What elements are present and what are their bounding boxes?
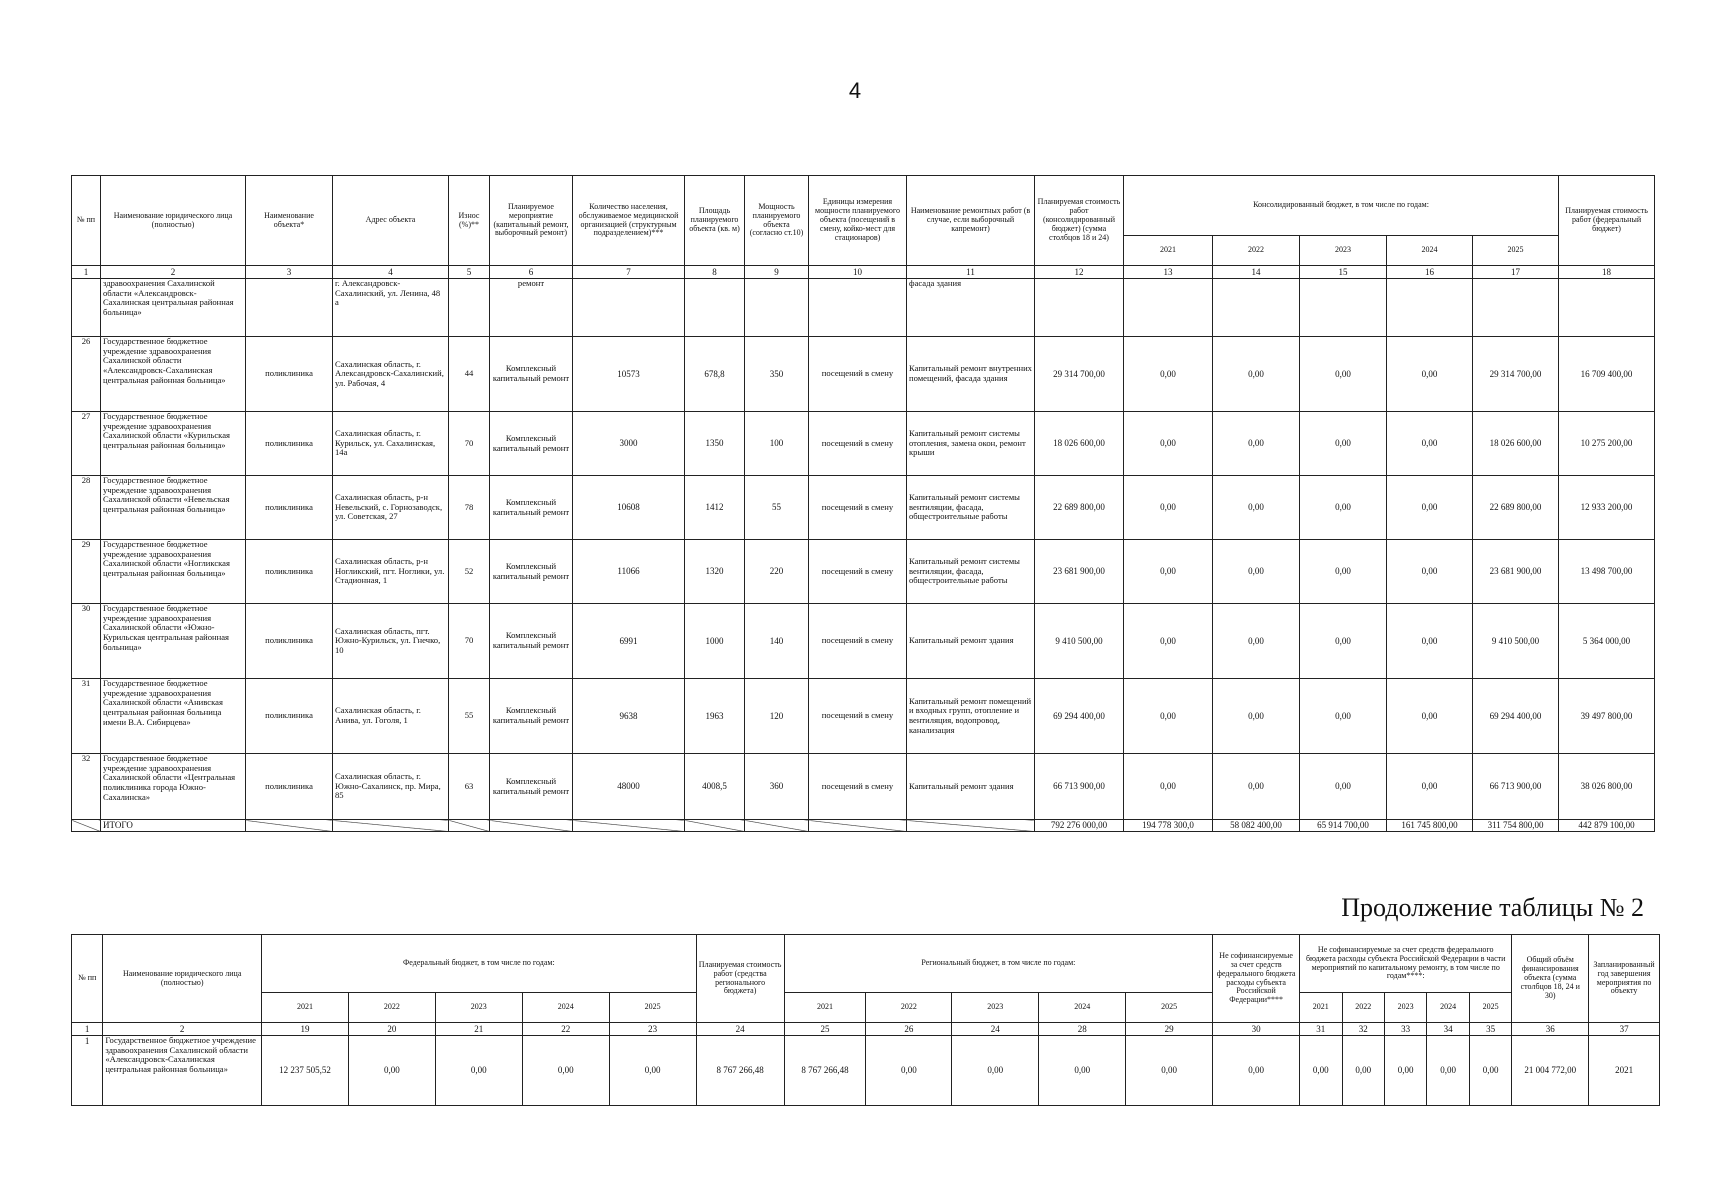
cell-fed-2025: 0,00 [609, 1036, 696, 1106]
cell-measure: Комплексный капитальный ремонт [490, 476, 573, 540]
cell-area: 4008,5 [685, 754, 745, 820]
year-header: 2023 [435, 993, 522, 1023]
total-2021: 194 778 300,0 [1124, 820, 1213, 832]
cell-object: поликлиника [246, 337, 333, 412]
cell-org: Государственное бюджетное учреждение здравоохранения Сахалинской области «Анивская центральная районная больница имени В.А. Сибирцева» [101, 679, 246, 754]
total-federal: 442 879 100,00 [1559, 820, 1655, 832]
col-number: 11 [907, 266, 1035, 279]
col-number: 25 [784, 1023, 866, 1036]
cell-total [1035, 279, 1124, 337]
cell-address: Сахалинская область, пгт. Южно-Курильск, ул. Гнечко, 10 [333, 604, 449, 679]
cell-slash [246, 820, 333, 832]
cell-population: 6991 [573, 604, 685, 679]
cell-population [573, 279, 685, 337]
col-header-wear: Износ (%)** [449, 176, 490, 266]
cell-2022: 0,00 [1213, 754, 1300, 820]
cell-area: 1350 [685, 412, 745, 476]
col-header-federal-years: Федеральный бюджет, в том числе по годам: [262, 935, 697, 993]
col-number: 34 [1427, 1023, 1469, 1036]
cell-2023: 0,00 [1300, 679, 1387, 754]
cell-num: 27 [72, 412, 101, 476]
col-number: 33 [1384, 1023, 1426, 1036]
table-row [72, 337, 1655, 412]
cell-measure: Комплексный капитальный ремонт [490, 754, 573, 820]
cell-reg-2021: 8 767 266,48 [784, 1036, 866, 1106]
cell-reg-2024: 0,00 [1039, 1036, 1126, 1106]
cell-total: 9 410 500,00 [1035, 604, 1124, 679]
cell-org: Государственное бюджетное учреждение здравоохранения Сахалинской области «Ногликская центральная районная больница» [101, 540, 246, 604]
cell-reg-2023: 0,00 [952, 1036, 1039, 1106]
cell-nonco: 0,00 [1213, 1036, 1300, 1106]
cell-object [246, 279, 333, 337]
year-header: 2024 [1427, 993, 1469, 1023]
column-number-row [72, 1023, 1660, 1036]
cell-address: Сахалинская область, р-н Ногликский, пгт. Ноглики, ул. Стадионная, 1 [333, 540, 449, 604]
cell-2025: 9 410 500,00 [1473, 604, 1559, 679]
col-number: 20 [348, 1023, 435, 1036]
cell-works: Капитальный ремонт системы вентиляции, фасада, общестроительные работы [907, 476, 1035, 540]
total-2025: 311 754 800,00 [1473, 820, 1559, 832]
cell-total: 23 681 900,00 [1035, 540, 1124, 604]
col-number: 2 [103, 1023, 262, 1036]
cell-2025: 29 314 700,00 [1473, 337, 1559, 412]
cell-object: поликлиника [246, 540, 333, 604]
cell-2025: 22 689 800,00 [1473, 476, 1559, 540]
cell-2024: 0,00 [1387, 679, 1473, 754]
col-number: 31 [1300, 1023, 1342, 1036]
cell-2023: 0,00 [1300, 604, 1387, 679]
continuation-title: Продолжение таблицы № 2 [1341, 893, 1644, 922]
cell-unit: посещений в смену [809, 337, 907, 412]
year-header: 2024 [1387, 236, 1473, 266]
col-number: 10 [809, 266, 907, 279]
year-header: 2025 [1469, 993, 1512, 1023]
col-number: 1 [72, 1023, 103, 1036]
col-number: 17 [1473, 266, 1559, 279]
cell-area: 1000 [685, 604, 745, 679]
cell-power: 100 [745, 412, 809, 476]
cell-2024: 0,00 [1387, 337, 1473, 412]
year-header: 2025 [1473, 236, 1559, 266]
cell-org: Государственное бюджетное учреждение здравоохранения Сахалинской области «Центральная поликлиника города Южно-Сахалинска» [101, 754, 246, 820]
cell-2024: 0,00 [1387, 476, 1473, 540]
col-number: 3 [246, 266, 333, 279]
cell-works: фасада здания [907, 279, 1035, 337]
cell-power: 220 [745, 540, 809, 604]
cell-org: Государственное бюджетное учреждение здравоохранения Сахалинской области «Невельская центральная районная больница» [101, 476, 246, 540]
cell-num: 30 [72, 604, 101, 679]
continuation-table [71, 934, 1660, 1106]
cell-wear: 44 [449, 337, 490, 412]
cell-works: Капитальный ремонт системы отопления, замена окон, ремонт крыши [907, 412, 1035, 476]
table-row-continued [72, 279, 1655, 337]
cell-unit: посещений в смену [809, 604, 907, 679]
cell-2021: 0,00 [1124, 476, 1213, 540]
col-number: 16 [1387, 266, 1473, 279]
total-sum: 792 276 000,00 [1035, 820, 1124, 832]
cell-fed-2023: 0,00 [435, 1036, 522, 1106]
cell-total: 18 026 600,00 [1035, 412, 1124, 476]
col-header-federal: Планируемая стоимость работ (федеральный бюджет) [1559, 176, 1655, 266]
cell-address: Сахалинская область, г. Курильск, ул. Сахалинская, 14а [333, 412, 449, 476]
cell-measure: Комплексный капитальный ремонт [490, 604, 573, 679]
cell-2023: 0,00 [1300, 540, 1387, 604]
cell-power: 120 [745, 679, 809, 754]
cell-unit: посещений в смену [809, 476, 907, 540]
cell-2024: 0,00 [1387, 540, 1473, 604]
col-header-power: Мощность планируемого объекта (согласно ст.10) [745, 176, 809, 266]
cell-measure: Комплексный капитальный ремонт [490, 679, 573, 754]
total-2022: 58 082 400,00 [1213, 820, 1300, 832]
cell-works: Капитальный ремонт системы вентиляции, фасада, общестроительные работы [907, 540, 1035, 604]
table-row [72, 412, 1655, 476]
cell-federal: 12 933 200,00 [1559, 476, 1655, 540]
cell-population: 10573 [573, 337, 685, 412]
col-number: 15 [1300, 266, 1387, 279]
col-number: 5 [449, 266, 490, 279]
cell-num: 31 [72, 679, 101, 754]
cell-federal: 16 709 400,00 [1559, 337, 1655, 412]
cell-nonco-2021: 0,00 [1300, 1036, 1342, 1106]
header-row [72, 935, 1660, 993]
cell-2022: 0,00 [1213, 540, 1300, 604]
cell-unit: посещений в смену [809, 754, 907, 820]
cell-2023: 0,00 [1300, 754, 1387, 820]
cell-2021: 0,00 [1124, 604, 1213, 679]
cell-wear: 52 [449, 540, 490, 604]
cell-2025 [1473, 279, 1559, 337]
col-header-total: Планируемая стоимость работ (консолидированный бюджет) (сумма столбцов 18 и 24) [1035, 176, 1124, 266]
col-header-population: Количество населения, обслуживаемое медицинской организацией (структурным подразделением)*** [573, 176, 685, 266]
col-header-num: № пп [72, 176, 101, 266]
cell-federal: 10 275 200,00 [1559, 412, 1655, 476]
main-table [71, 175, 1655, 832]
col-number: 22 [522, 1023, 609, 1036]
cell-area [685, 279, 745, 337]
cell-object: поликлиника [246, 412, 333, 476]
cell-2023: 0,00 [1300, 476, 1387, 540]
col-number: 1 [72, 266, 101, 279]
cell-slash [449, 820, 490, 832]
year-header: 2023 [952, 993, 1039, 1023]
cell-address: Сахалинская область, г. Александровск-Сахалинский, ул. Рабочая, 4 [333, 337, 449, 412]
cell-address: Сахалинская область, г. Анива, ул. Гоголя, 1 [333, 679, 449, 754]
year-header: 2021 [1124, 236, 1213, 266]
col-header-area: Площадь планируемого объекта (кв. м) [685, 176, 745, 266]
cell-power: 350 [745, 337, 809, 412]
cell-population: 48000 [573, 754, 685, 820]
col-number: 21 [435, 1023, 522, 1036]
col-header-consolidated: Консолидированный бюджет, в том числе по годам: [1124, 176, 1559, 236]
header-years-row [72, 993, 1660, 1023]
cell-slash [72, 820, 101, 832]
table-row [72, 540, 1655, 604]
cell-federal [1559, 279, 1655, 337]
cell-unit: посещений в смену [809, 679, 907, 754]
col-header-object: Наименование объекта* [246, 176, 333, 266]
cell-population: 9638 [573, 679, 685, 754]
cell-regional-total: 8 767 266,48 [696, 1036, 784, 1106]
cell-area: 1412 [685, 476, 745, 540]
year-header: 2021 [1300, 993, 1342, 1023]
cell-measure: ремонт [490, 279, 573, 337]
cell-fed-2022: 0,00 [348, 1036, 435, 1106]
cell-org: Государственное бюджетное учреждение здравоохранения Сахалинской области «Александровск-Сахалинская центральная районная больница» [103, 1036, 262, 1106]
cell-slash [333, 820, 449, 832]
cell-address: Сахалинская область, г. Южно-Сахалинск, пр. Мира, 85 [333, 754, 449, 820]
cell-power [745, 279, 809, 337]
table-row [72, 679, 1655, 754]
cell-2022: 0,00 [1213, 412, 1300, 476]
cell-object: поликлиника [246, 754, 333, 820]
year-header: 2025 [609, 993, 696, 1023]
col-number: 18 [1559, 266, 1655, 279]
table-row [72, 476, 1655, 540]
cell-federal: 38 026 800,00 [1559, 754, 1655, 820]
cell-slash [907, 820, 1035, 832]
cell-2024: 0,00 [1387, 412, 1473, 476]
total-label: ИТОГО [101, 820, 246, 832]
cell-num [72, 279, 101, 337]
cell-2024: 0,00 [1387, 604, 1473, 679]
year-header: 2023 [1300, 236, 1387, 266]
col-number: 4 [333, 266, 449, 279]
year-header: 2021 [262, 993, 349, 1023]
col-number: 6 [490, 266, 573, 279]
cell-population: 10608 [573, 476, 685, 540]
cell-fed-2021: 12 237 505,52 [262, 1036, 349, 1106]
cell-unit: посещений в смену [809, 412, 907, 476]
cell-power: 360 [745, 754, 809, 820]
cell-2022 [1213, 279, 1300, 337]
cell-org: Государственное бюджетное учреждение здравоохранения Сахалинской области «Курильская центральная районная больница» [101, 412, 246, 476]
cell-unit [809, 279, 907, 337]
cell-year-end: 2021 [1589, 1036, 1660, 1106]
cell-2021 [1124, 279, 1213, 337]
cell-slash [573, 820, 685, 832]
cell-2021: 0,00 [1124, 337, 1213, 412]
col-header-org: Наименование юридического лица (полностью) [103, 935, 262, 1023]
col-header-unit: Единицы измерения мощности планируемого объекта (посещений в смену, койко-мест для стационаров) [809, 176, 907, 266]
cell-num: 1 [72, 1036, 103, 1106]
cell-2023: 0,00 [1300, 412, 1387, 476]
cell-wear: 63 [449, 754, 490, 820]
cell-works: Капитальный ремонт внутренних помещений, фасада здания [907, 337, 1035, 412]
table-row [72, 604, 1655, 679]
col-number: 32 [1342, 1023, 1384, 1036]
cell-nonco-2022: 0,00 [1342, 1036, 1384, 1106]
cell-wear: 78 [449, 476, 490, 540]
year-header: 2024 [1039, 993, 1126, 1023]
cell-federal: 13 498 700,00 [1559, 540, 1655, 604]
cell-2023 [1300, 279, 1387, 337]
cell-total: 22 689 800,00 [1035, 476, 1124, 540]
cell-measure: Комплексный капитальный ремонт [490, 540, 573, 604]
col-number: 35 [1469, 1023, 1512, 1036]
cell-num: 32 [72, 754, 101, 820]
cell-federal: 5 364 000,00 [1559, 604, 1655, 679]
cell-works: Капитальный ремонт помещений и входных групп, отопление и вентиляция, водопровод, канализация [907, 679, 1035, 754]
col-number: 19 [262, 1023, 349, 1036]
cell-object: поликлиника [246, 604, 333, 679]
column-number-row [72, 266, 1655, 279]
page-number: 4 [848, 78, 862, 103]
cell-unit: посещений в смену [809, 540, 907, 604]
cell-reg-2025: 0,00 [1126, 1036, 1213, 1106]
total-row [72, 820, 1655, 832]
cell-nonco-2023: 0,00 [1384, 1036, 1426, 1106]
col-number: 24 [952, 1023, 1039, 1036]
col-header-works: Наименование ремонтных работ (в случае, если выборочный капремонт) [907, 176, 1035, 266]
year-header: 2022 [348, 993, 435, 1023]
cell-2021: 0,00 [1124, 679, 1213, 754]
cell-wear: 70 [449, 412, 490, 476]
col-header-measure: Планируемое мероприятие (капитальный ремонт, выборочный ремонт) [490, 176, 573, 266]
cell-2021: 0,00 [1124, 412, 1213, 476]
col-header-regional-years: Региональный бюджет, в том числе по годам: [784, 935, 1213, 993]
col-header-address: Адрес объекта [333, 176, 449, 266]
cell-2024 [1387, 279, 1473, 337]
year-header: 2022 [1213, 236, 1300, 266]
col-number: 13 [1124, 266, 1213, 279]
col-number: 29 [1126, 1023, 1213, 1036]
col-number: 7 [573, 266, 685, 279]
cell-2024: 0,00 [1387, 754, 1473, 820]
cell-2021: 0,00 [1124, 754, 1213, 820]
cell-nonco-2024: 0,00 [1427, 1036, 1469, 1106]
cell-area: 1963 [685, 679, 745, 754]
header-row [72, 176, 1655, 236]
cell-slash [685, 820, 745, 832]
col-header-num: № пп [72, 935, 103, 1023]
cell-slash [745, 820, 809, 832]
year-header: 2021 [784, 993, 866, 1023]
cell-power: 55 [745, 476, 809, 540]
table-row [72, 1036, 1660, 1106]
cell-object: поликлиника [246, 476, 333, 540]
cell-total: 29 314 700,00 [1035, 337, 1124, 412]
col-number: 8 [685, 266, 745, 279]
col-number: 36 [1512, 1023, 1589, 1036]
cell-2022: 0,00 [1213, 476, 1300, 540]
cell-measure: Комплексный капитальный ремонт [490, 337, 573, 412]
col-header-nonco: Не софинансируемые за счет средств федерального бюджета расходы субъекта Российской Федерации**** [1213, 935, 1300, 1023]
cell-nonco-2025: 0,00 [1469, 1036, 1512, 1106]
col-header-nonco-years: Не софинансируемые за счет средств федерального бюджета расходы субъекта Российской Федерации в части мероприятий по капитальному ремонту, в том числе по годам****: [1300, 935, 1512, 993]
cell-slash [809, 820, 907, 832]
col-number: 24 [696, 1023, 784, 1036]
cell-fed-2024: 0,00 [522, 1036, 609, 1106]
col-number: 14 [1213, 266, 1300, 279]
cell-address: г. Александровск-Сахалинский, ул. Ленина, 48 а [333, 279, 449, 337]
cell-slash [490, 820, 573, 832]
cell-population: 11066 [573, 540, 685, 604]
year-header: 2022 [866, 993, 952, 1023]
col-header-total-financing: Общий объём финансирования объекта (сумма столбцов 18, 24 и 30) [1512, 935, 1589, 1023]
col-number: 37 [1589, 1023, 1660, 1036]
cell-total-financing: 21 004 772,00 [1512, 1036, 1589, 1106]
col-header-org: Наименование юридического лица (полностью) [101, 176, 246, 266]
cell-power: 140 [745, 604, 809, 679]
cell-population: 3000 [573, 412, 685, 476]
cell-federal: 39 497 800,00 [1559, 679, 1655, 754]
cell-org: Государственное бюджетное учреждение здравоохранения Сахалинской области «Александровск-Сахалинская центральная районная больница» [101, 337, 246, 412]
cell-org: здравоохранения Сахалинской области «Александровск-Сахалинская центральная районная больница» [101, 279, 246, 337]
table-row [72, 754, 1655, 820]
cell-object: поликлиника [246, 679, 333, 754]
cell-2025: 66 713 900,00 [1473, 754, 1559, 820]
cell-2025: 18 026 600,00 [1473, 412, 1559, 476]
cell-num: 26 [72, 337, 101, 412]
col-number: 30 [1213, 1023, 1300, 1036]
cell-total: 69 294 400,00 [1035, 679, 1124, 754]
cell-wear: 55 [449, 679, 490, 754]
cell-reg-2022: 0,00 [866, 1036, 952, 1106]
cell-wear [449, 279, 490, 337]
col-number: 2 [101, 266, 246, 279]
cell-org: Государственное бюджетное учреждение здравоохранения Сахалинской области «Южно-Курильская центральная районная больница» [101, 604, 246, 679]
col-number: 28 [1039, 1023, 1126, 1036]
year-header: 2023 [1384, 993, 1426, 1023]
col-number: 9 [745, 266, 809, 279]
col-number: 26 [866, 1023, 952, 1036]
cell-num: 29 [72, 540, 101, 604]
cell-2021: 0,00 [1124, 540, 1213, 604]
cell-address: Сахалинская область, р-н Невельский, с. Горнозаводск, ул. Советская, 27 [333, 476, 449, 540]
cell-2025: 69 294 400,00 [1473, 679, 1559, 754]
cell-2022: 0,00 [1213, 337, 1300, 412]
cell-measure: Комплексный капитальный ремонт [490, 412, 573, 476]
year-header: 2022 [1342, 993, 1384, 1023]
cell-2022: 0,00 [1213, 604, 1300, 679]
cell-2022: 0,00 [1213, 679, 1300, 754]
cell-works: Капитальный ремонт здания [907, 754, 1035, 820]
total-2023: 65 914 700,00 [1300, 820, 1387, 832]
col-header-regional-total: Планируемая стоимость работ (средства регионального бюджета) [696, 935, 784, 1023]
total-2024: 161 745 800,00 [1387, 820, 1473, 832]
cell-2025: 23 681 900,00 [1473, 540, 1559, 604]
cell-works: Капитальный ремонт здания [907, 604, 1035, 679]
cell-total: 66 713 900,00 [1035, 754, 1124, 820]
cell-2023: 0,00 [1300, 337, 1387, 412]
year-header: 2024 [522, 993, 609, 1023]
cell-area: 678,8 [685, 337, 745, 412]
cell-num: 28 [72, 476, 101, 540]
col-number: 12 [1035, 266, 1124, 279]
year-header: 2025 [1126, 993, 1213, 1023]
col-number: 23 [609, 1023, 696, 1036]
col-header-year-end: Запланированный год завершения мероприятия по объекту [1589, 935, 1660, 1023]
cell-wear: 70 [449, 604, 490, 679]
cell-area: 1320 [685, 540, 745, 604]
